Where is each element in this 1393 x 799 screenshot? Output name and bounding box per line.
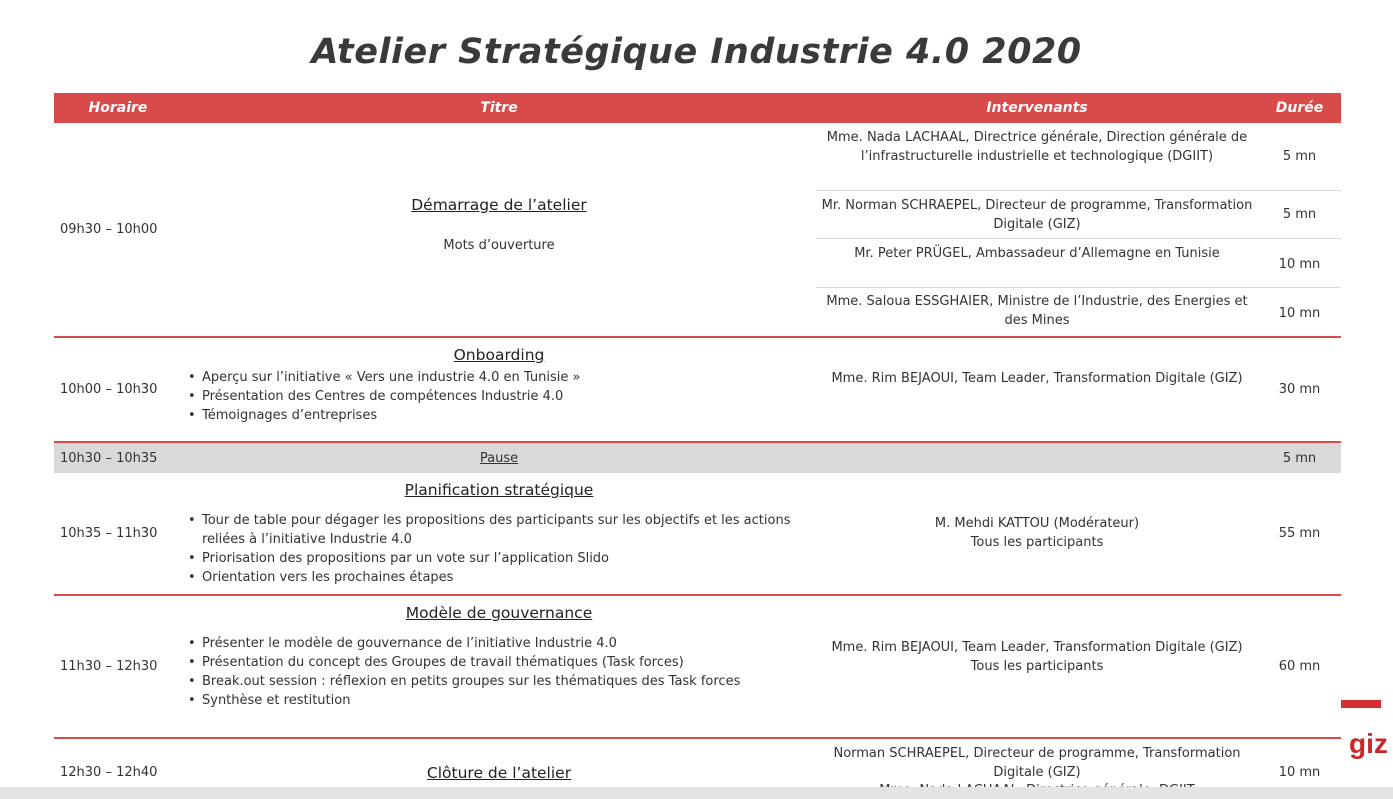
list-item: • Aperçu sur l’initiative « Vers une industrie 4.0 en Tunisie » [186,368,812,387]
table-row [54,473,1341,596]
session-title: Onboarding [453,346,545,364]
bullet-list [186,511,812,587]
row-duration: 5 mn [1282,450,1317,466]
row-time: 10h35 – 11h30 [60,526,158,541]
agenda-table [54,93,1341,799]
row-title-cell [182,596,816,737]
row-duration: 30 mn [1278,382,1321,397]
speaker-name: Mme. Nada LACHAAL, Directrice générale, Direction générale de l’infrastructurelle industrielle et technologique (DGIIT) [826,130,1248,164]
header-horaire: Horaire [88,100,148,116]
bullet-list [186,634,812,710]
speaker-name: M. Mehdi KATTOU (Modérateur) [934,516,1140,531]
speaker-row [816,191,1341,239]
giz-logo: giz [1349,728,1388,759]
speaker-duration: 5 mn [1282,207,1317,222]
logo-bar [1341,700,1381,708]
speaker-name: Mme. Saloua ESSGHAIER, Ministre de l’Industrie, des Energies et des Mines [826,294,1248,328]
speaker-name [816,443,1258,473]
list-item: • Témoignages d’entreprises [186,406,812,425]
speaker-name: Mme. Rim BEJAOUI, Team Leader, Transformation Digitale (GIZ) [831,640,1243,655]
row-time: 12h30 – 12h40 [60,765,158,780]
row-duration: 55 mn [1278,526,1321,541]
speaker-name: Mme. Rim BEJAOUI, Team Leader, Transformation Digitale (GIZ) [831,371,1243,386]
table-header [54,93,1341,123]
speaker-duration: 5 mn [1282,149,1317,164]
row-title-cell [182,473,816,594]
header-duree: Durée [1275,100,1324,116]
speaker-cell [816,473,1258,594]
row-duration: 10 mn [1278,765,1321,780]
speaker-cell [816,596,1258,737]
table-row-pause [54,443,1341,473]
row-duration: 60 mn [1278,659,1321,674]
session-title: Démarrage de l’atelier [411,196,587,214]
list-item: • Synthèse et restitution [186,691,812,710]
page-title: Atelier Stratégique Industrie 4.0 2020 [311,32,1082,72]
session-title: Modèle de gouvernance [405,604,593,622]
session-title: Planification stratégique [404,481,594,499]
table-row [54,123,1341,338]
speaker-group [816,123,1341,336]
table-row [54,596,1341,739]
speaker-duration: 10 mn [1278,306,1321,321]
header-titre: Titre [480,100,518,116]
bottom-bar [0,787,1393,799]
header-intervenants: Intervenants [986,100,1088,116]
speaker-row [816,288,1341,336]
session-subtitle: Mots d’ouverture [443,238,555,253]
speaker-name: Mr. Norman SCHRAEPEL, Directeur de programme, Transformation Digitale (GIZ) [821,198,1253,232]
list-item: • Orientation vers les prochaines étapes [186,568,812,587]
speaker-duration: 10 mn [1278,257,1321,272]
list-item: • Priorisation des propositions par un vote sur l’application Slido [186,549,812,568]
speaker-name: Norman SCHRAEPEL, Directeur de programme, Transformation Digitale (GIZ) [833,746,1241,780]
bullet-list [186,368,812,425]
speaker-name: Tous les participants [970,534,1104,550]
list-item: • Tour de table pour dégager les propositions des participants sur les objectifs et les actions reliées à l’initiative Industrie 4.0 [186,511,812,549]
speaker-name: Mr. Peter PRÜGEL, Ambassadeur d’Allemagne en Tunisie [854,246,1220,261]
row-title-cell [182,338,816,441]
speaker-row [816,123,1341,191]
list-item: • Présenter le modèle de gouvernance de l’initiative Industrie 4.0 [186,634,812,653]
row-title-cell [182,123,816,336]
table-row [54,338,1341,443]
list-item: • Break.out session : réflexion en petits groupes sur les thématiques des Task forces [186,672,812,691]
session-title: Pause [479,450,519,466]
row-time: 09h30 – 10h00 [60,222,158,237]
session-title: Clôture de l’atelier [426,764,572,782]
speaker-row [816,239,1341,288]
speaker-name: Tous les participants [970,658,1104,674]
list-item: • Présentation du concept des Groupes de travail thématiques (Task forces) [186,653,812,672]
row-time: 10h30 – 10h35 [60,450,158,466]
list-item: • Présentation des Centres de compétences Industrie 4.0 [186,387,812,406]
row-time: 10h00 – 10h30 [60,382,158,397]
row-time: 11h30 – 12h30 [60,659,158,674]
